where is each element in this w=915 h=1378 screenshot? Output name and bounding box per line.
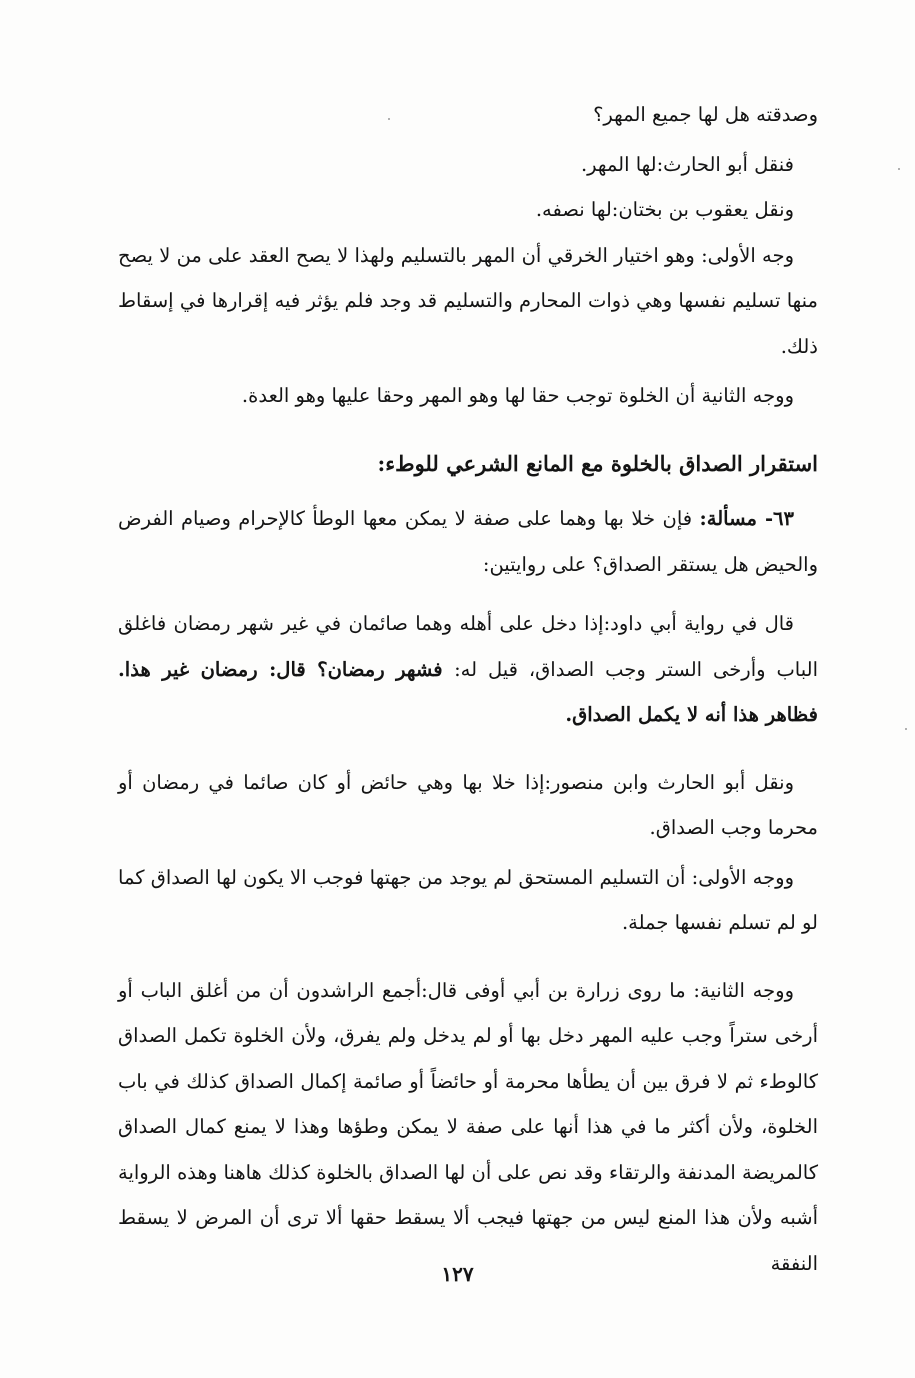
paragraph-narration-yaqub: ونقل يعقوب بن بختان:لها نصفه. bbox=[535, 198, 794, 221]
paragraph-narration-abu-al-harith: فنقل أبو الحارث:لها المهر. bbox=[580, 152, 794, 176]
page-body bbox=[118, 92, 818, 1286]
scan-speck bbox=[905, 728, 907, 730]
paragraph-first-view: وجه الأولى: وهو اختيار الخرقي أن المهر بالتسليم ولهذا لا يصح العقد على من لا يصح منها تسليم نفسها وهي ذوات المحارم والتسليم قد وجد فلم يؤثر فيه إقرارها في إسقاط ذلك. bbox=[118, 243, 818, 358]
abu-dawud-narration-part-a: قال في رواية أبي داود:إذا دخل على أهله وهما صائمان في غير شهر رمضان فاغلق الباب وأرخى الستر وجب الصداق، قيل له: bbox=[118, 612, 818, 681]
paragraph-issue-63 bbox=[118, 496, 818, 587]
paragraph-abu-dawud-narration bbox=[118, 601, 818, 738]
paragraph-second-view: ووجه الثانية أن الخلوة توجب حقا لها وهو المهر وحقا عليها وهو العدة. bbox=[241, 384, 794, 407]
issue-body: فإن خلا بها وهما على صفة لا يمكن معها الوطأ كالإحرام وصيام الفرض والحيض هل يستقر الصداق؟ على روايتين: bbox=[118, 507, 818, 576]
abu-dawud-narration-part-b: فشهر رمضان؟ قال: رمضان غير هذا. فظاهر هذا أنه لا يكمل الصداق. bbox=[118, 657, 818, 726]
paragraph-ibn-mansur-narration: ونقل أبو الحارث وابن منصور:إذا خلا بها وهي حائض أو كان صائما في رمضان أو محرما وجب الصداق. bbox=[118, 770, 818, 839]
page-number: ١٢٧ bbox=[441, 1262, 474, 1286]
scan-speck bbox=[388, 118, 390, 120]
scan-speck bbox=[898, 168, 900, 170]
paragraph-first-view-reason: ووجه الأولى: أن التسليم المستحق لم يوجد من جهتها فوجب الا يكون لها الصداق كما لو لم تسلم نفسها جملة. bbox=[118, 865, 818, 934]
issue-label: ٦٣- مسألة: bbox=[699, 507, 794, 530]
paragraph-second-view-reason: ووجه الثانية: ما روى زرارة بن أبي أوفى قال:أجمع الراشدون أن من أغلق الباب أو أرخى ستراً وجب عليه المهر دخل بها أو لم يدخل ولم يفرق، ولأن الخلوة تكمل الصداق كالوطء ثم لا فرق بين أن يطأها محرمة أو حائضاً أو صائمة إكمال الصداق كذلك في باب الخلوة، ولأن أكثر ما في هذا أنها على صفة لا يمكن وطؤها وهذا لا يمنع كمال الصداق كالمريضة المدنفة والرتقاء وقد نص على أن لها الصداق بالخلوة كذلك هاهنا وهذه الرواية أشبه ولأن هذا المنع ليس من جهتها فيجب ألا يسقط حقها ألا ترى أن المرض لا يسقط النفقة bbox=[118, 978, 818, 1275]
paragraph-question-continuation: وصدقته هل لها جميع المهر؟ bbox=[593, 103, 818, 126]
section-heading: استقرار الصداق بالخلوة مع المانع الشرعي للوطء: bbox=[377, 450, 818, 476]
